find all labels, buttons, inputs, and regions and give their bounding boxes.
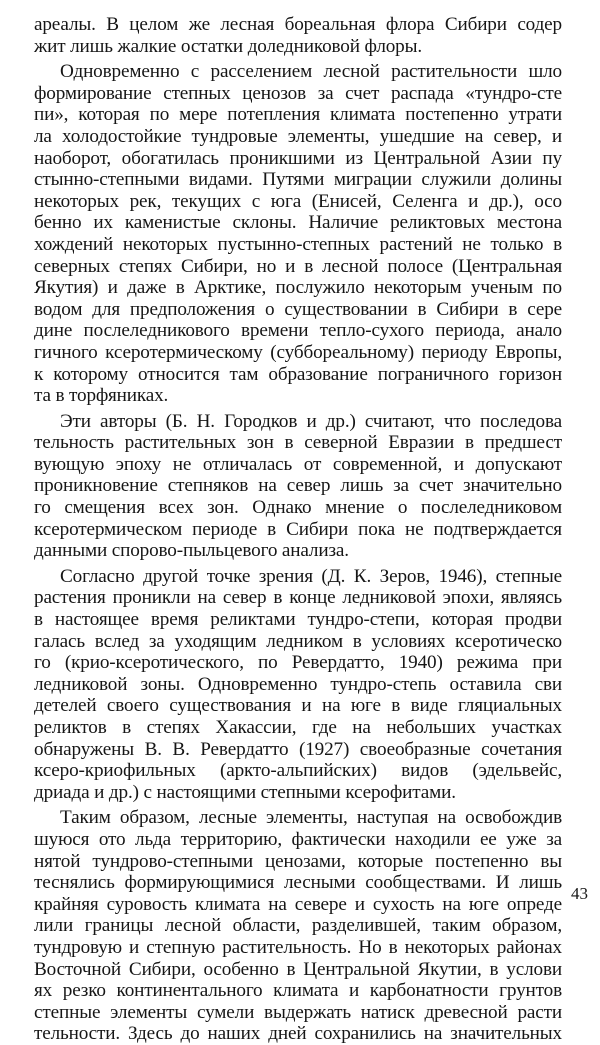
text-line: ла холодостойкие тундровые элементы, ушедшие на север, и	[34, 125, 562, 147]
text-line: Таким образом, лесные элементы, наступая на освобождив	[60, 807, 562, 829]
text-line: ксеро-криофильных (аркто-альпийских) видов (эдельвейс,	[34, 760, 562, 782]
text-line: растения проникли на север в конце ледниковой эпохи, являясь	[34, 587, 562, 609]
text-line: бенно их каменистые склоны. Наличие реликтовых местона	[34, 212, 562, 234]
text-line: шуюся ото льда территорию, фактически находили ее уже за	[34, 828, 562, 850]
text-line: вующую эпоху не отличалась от современной, и допускают	[34, 453, 562, 475]
text-line: обнаружены В. В. Ревердатто (1927) своеобразные сочетания	[34, 738, 562, 760]
text-line: хождений некоторых пустынно-степных растений не только в	[34, 233, 562, 255]
paragraph-4	[34, 566, 562, 804]
text-line: Якутия) и даже в Арктике, послужило некоторым ученым по	[34, 277, 562, 299]
text-line: наоборот, обогатилась проникшими из Центральной Азии пу	[34, 147, 562, 169]
text-line: ксеротермическом периоде в Сибири пока не подтверждается	[34, 518, 562, 540]
text-line: реликтов в степях Хакассии, где на небольших участках	[34, 717, 562, 738]
text-line: к которому относится там образование пограничного горизон	[34, 363, 562, 385]
page-number: 43	[571, 884, 588, 903]
text-line: дине послеледникового времени тепло-сухого периода, анало	[34, 320, 562, 342]
text-line: водом для предположения о существовании в Сибири в сере	[34, 298, 562, 320]
text-line: Согласно другой точке зрения (Д. К. Зеров, 1946), степные	[60, 565, 562, 587]
text-line: ареалы. В целом же лесная бореальная флора Сибири содер	[34, 14, 562, 35]
text-line: гичного ксеротермическому (суббореальному) периоду Европы,	[34, 341, 562, 363]
text-line: крайняя суровость климата на севере и сухость на юге опреде	[34, 893, 562, 915]
text-line: дриада и др.) с настоящими степными ксерофитами.	[34, 781, 456, 803]
book-page	[34, 14, 562, 1045]
text-line: стынно-степными видами. Путями миграции служили долины	[34, 169, 562, 191]
text-line: Одновременно с расселением лесной растительности шло	[60, 61, 562, 83]
text-line: некоторых рек, текущих с юга (Енисей, Селенга и др.), осо	[34, 190, 562, 212]
paragraph-2	[34, 61, 562, 407]
text-line: формирование степных ценозов за счет распада «тундро-сте	[34, 82, 562, 104]
text-line: тельность растительных зон в северной Евразии в предшест	[34, 432, 562, 454]
text-line: данными спорово-пыльцевого анализа.	[34, 540, 349, 562]
paragraph-5	[34, 807, 562, 1045]
text-line: степные элементы сумели выдержать натиск древесной расти	[34, 1001, 562, 1023]
text-line: Эти авторы (Б. Н. Городков и др.) считают, что последова	[60, 410, 562, 432]
text-line: нятой тундрово-степными ценозами, которые постепенно вы	[34, 850, 562, 872]
text-line: ледниковой зоны. Одновременно тундро-степь оставила сви	[34, 673, 562, 695]
text-line: в настоящее время реликтами тундро-степи, которая продви	[34, 609, 562, 631]
text-line: северных степях Сибири, но и в лесной полосе (Центральная	[34, 255, 562, 277]
text-line: галась вслед за уходящим ледником в условиях ксеротическо	[34, 630, 562, 652]
text-line: го (крио-ксеротического, по Ревердатто, 1940) режима при	[34, 652, 562, 674]
text-line: тундровую и степную растительность. Но в некоторых районах	[34, 936, 562, 958]
text-line: теснялись формирующимися лесными сообществами. И лишь	[34, 872, 562, 894]
text-line: го смещения всех зон. Однако мнение о послеледниковом	[34, 497, 562, 519]
text-line: та в торфяниках.	[34, 385, 169, 407]
text-line: ях резко континентального климата и карбонатности грунтов	[34, 980, 562, 1002]
text-line: детелей своего существования и на юге в виде гляциальных	[34, 695, 562, 717]
text-line: жит лишь жалкие остатки доледниковой флоры.	[34, 35, 423, 57]
paragraph-1	[34, 14, 562, 57]
paragraph-3	[34, 411, 562, 562]
text-line: лили границы лесной области, разделившей, таким образом,	[34, 915, 562, 937]
text-line: проникновение степняков на север лишь за счет значительно	[34, 475, 562, 497]
text-line: Восточной Сибири, особенно в Центральной Якутии, в услови	[34, 958, 562, 980]
text-line: тельности. Здесь до наших дней сохранились на значительных	[34, 1023, 562, 1045]
text-line: пи», которая по мере потепления климата постепенно утрати	[34, 104, 562, 126]
